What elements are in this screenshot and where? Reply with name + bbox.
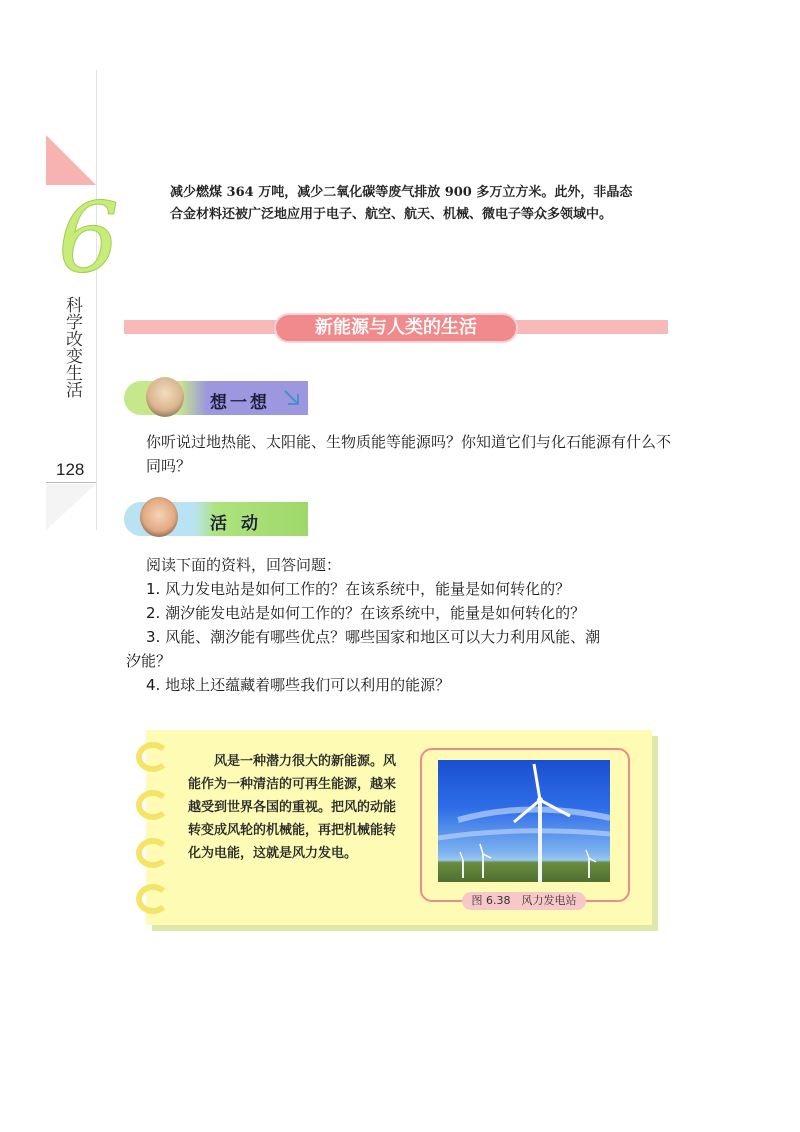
thinking-child-avatar	[146, 377, 184, 417]
activity-list	[126, 553, 676, 697]
list-item: 4. 地球上还蕴藏着哪些我们可以利用的能源？	[146, 676, 451, 694]
spiral-ring-icon	[136, 884, 170, 914]
chapter-title: 科学改变生活	[66, 296, 83, 401]
chapter-number: 6	[58, 182, 120, 294]
note-text-body: 风是一种潜力很大的新能源。风能作为一种清洁的可再生能源，越来越受到世界各国的重视。把风的动能转变成风轮的机械能，再把机械能转化为电能，这就是风力发电。	[188, 754, 397, 861]
spiral-ring-icon	[136, 742, 170, 772]
arrow-down-right-icon	[282, 388, 302, 408]
section-title: 新能源与人类的生活	[274, 313, 518, 343]
think-paragraph	[126, 430, 676, 478]
note-text	[188, 750, 404, 865]
wind-turbine-illustration	[438, 760, 610, 882]
activity-intro: 阅读下面的资料，回答问题：	[146, 556, 342, 574]
list-item-continuation: 汐能？	[126, 652, 172, 670]
think-label: 想一想	[210, 393, 270, 413]
corner-decoration	[46, 135, 96, 185]
activity-child-avatar	[140, 497, 178, 537]
figure-caption: 图 6.38 风力发电站	[462, 892, 586, 910]
page-number: 128	[56, 460, 85, 479]
think-text: 你听说过地热能、太阳能、生物质能等能源吗？你知道它们与化石能源有什么不同吗？	[146, 433, 672, 475]
page-number-rule	[46, 482, 96, 483]
activity-label: 活动	[210, 514, 272, 534]
spiral-ring-icon	[136, 790, 170, 820]
intro-paragraph: 减少燃煤 364 万吨，减少二氧化碳等废气排放 900 多万立方米。此外，非晶态合金材料还被广泛地应用于电子、航空、航天、机械、微电子等众多领域中。	[170, 185, 633, 222]
margin-rule	[96, 70, 97, 530]
list-item: 2. 潮汐能发电站是如何工作的？在该系统中，能量是如何转化的？	[146, 604, 586, 622]
wind-turbine-photo	[438, 760, 610, 882]
spiral-ring-icon	[136, 838, 170, 868]
list-item: 3. 风能、潮汐能有哪些优点？哪些国家和地区可以大力利用风能、潮	[146, 628, 601, 646]
list-item: 1. 风力发电站是如何工作的？在该系统中，能量是如何转化的？	[146, 580, 571, 598]
corner-decoration-lower	[46, 484, 96, 530]
